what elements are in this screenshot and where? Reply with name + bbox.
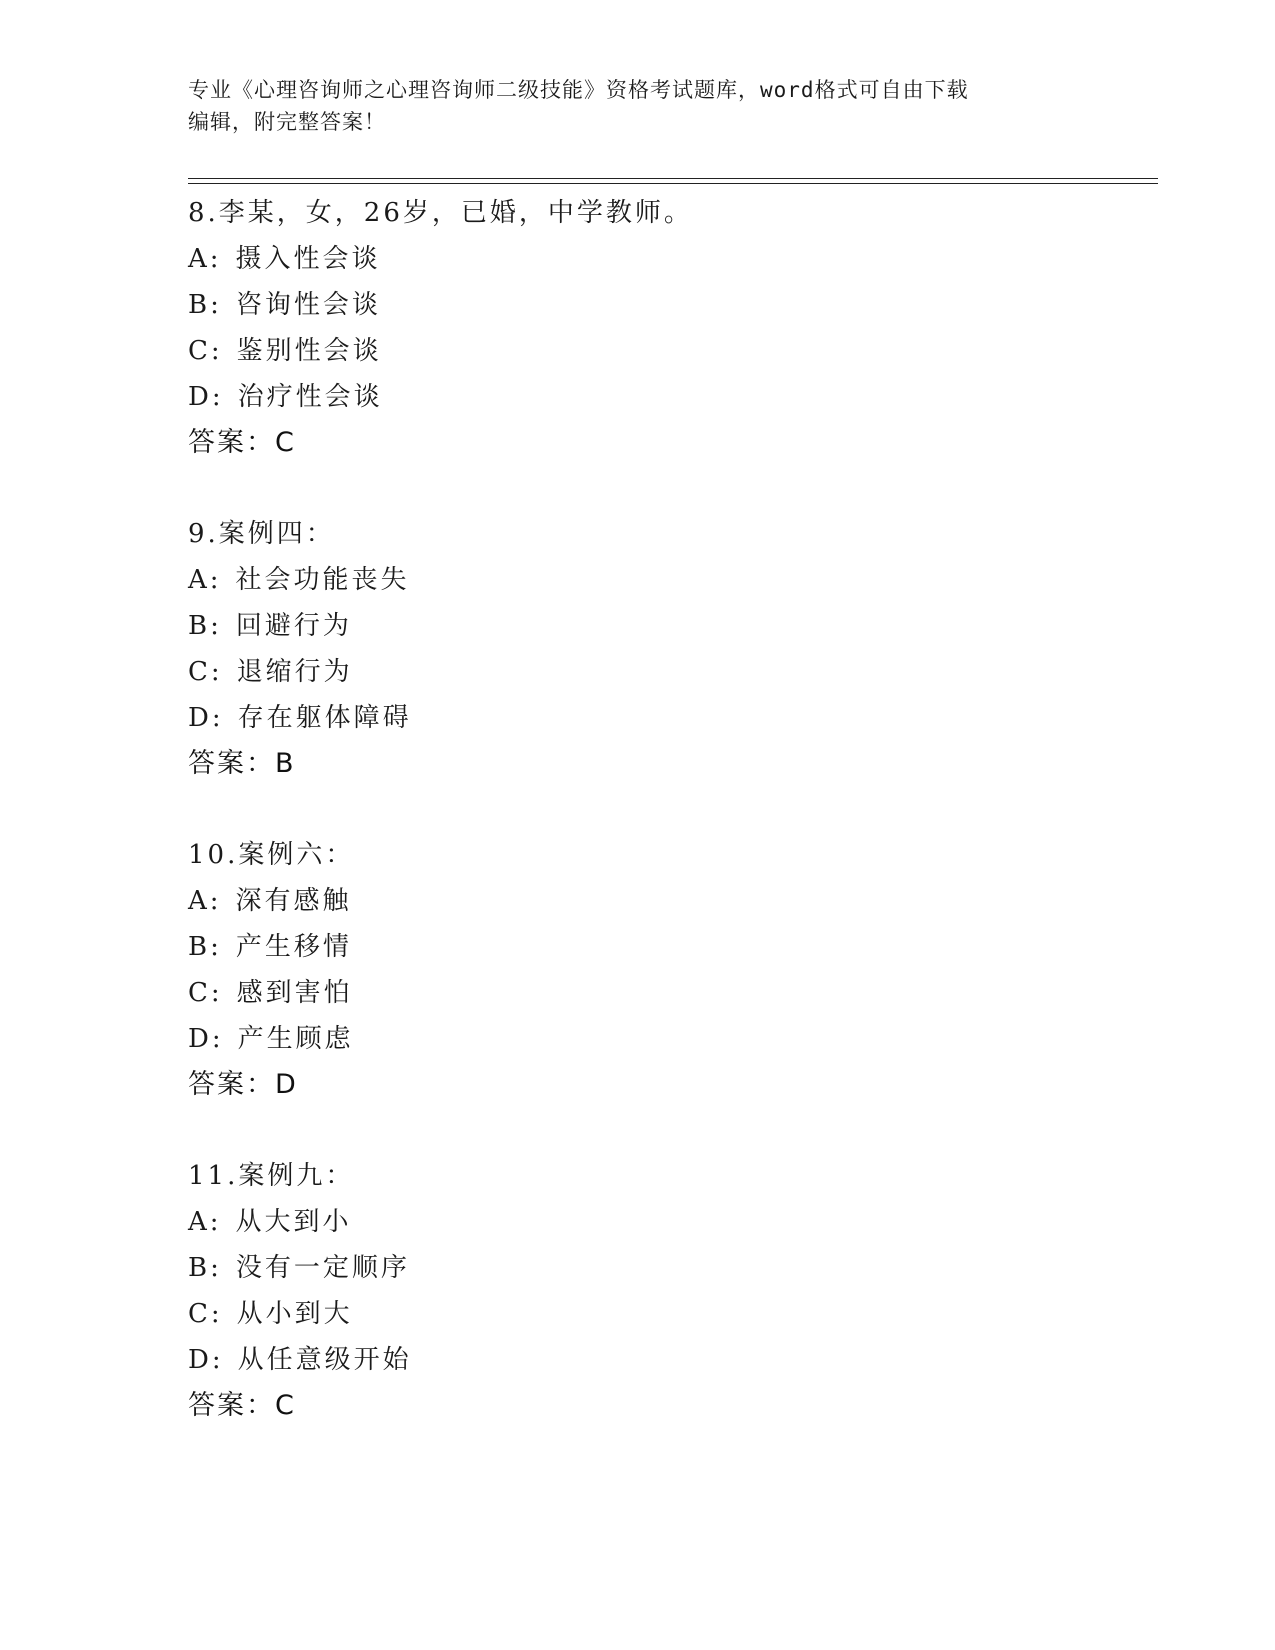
option-c	[188, 649, 1148, 695]
question-item	[188, 190, 1148, 466]
answer-line: 答案：D	[188, 1069, 298, 1100]
answer-line: 答案：C	[188, 427, 296, 458]
option-text: 社会功能丧失	[235, 565, 410, 595]
option-c	[188, 970, 1148, 1016]
question-list	[188, 190, 1148, 1429]
option-d	[188, 695, 1148, 741]
question-stem: 11.案例九：	[188, 1161, 355, 1191]
question-item	[188, 511, 1148, 787]
option-b	[188, 924, 1148, 970]
option-d	[188, 374, 1148, 420]
header-divider-bottom	[188, 183, 1158, 184]
document-header	[188, 74, 1088, 138]
option-text: 摄入性会谈	[235, 244, 381, 274]
option-a	[188, 1199, 1148, 1245]
option-label: C:	[188, 336, 223, 366]
option-label: B:	[188, 611, 222, 641]
option-label: C:	[188, 1299, 223, 1329]
option-b	[188, 603, 1148, 649]
option-label: B:	[188, 932, 222, 962]
option-b	[188, 1245, 1148, 1291]
question-stem: 10.案例六：	[188, 840, 355, 870]
option-a	[188, 236, 1148, 282]
question-item	[188, 832, 1148, 1108]
option-text: 从小到大	[236, 1299, 353, 1329]
option-text: 治疗性会谈	[237, 382, 383, 412]
option-a	[188, 557, 1148, 603]
header-line-2: 编辑，附完整答案！	[188, 110, 386, 134]
option-a	[188, 878, 1148, 924]
option-label: D:	[188, 703, 224, 733]
option-text: 没有一定顺序	[235, 1253, 410, 1283]
option-text: 从任意级开始	[237, 1345, 412, 1375]
option-text: 深有感触	[235, 886, 352, 916]
answer-line: 答案：C	[188, 1390, 296, 1421]
option-c	[188, 1291, 1148, 1337]
option-label: C:	[188, 657, 223, 687]
option-label: A:	[188, 244, 222, 274]
option-label: B:	[188, 1253, 222, 1283]
header-divider-top	[188, 178, 1158, 179]
option-text: 从大到小	[235, 1207, 352, 1237]
option-label: C:	[188, 978, 223, 1008]
option-label: D:	[188, 1345, 224, 1375]
option-d	[188, 1337, 1148, 1383]
option-text: 鉴别性会谈	[236, 336, 382, 366]
option-label: A:	[188, 886, 222, 916]
option-text: 产生顾虑	[237, 1024, 354, 1054]
question-item	[188, 1153, 1148, 1429]
option-b	[188, 282, 1148, 328]
header-line-1: 专业《心理咨询师之心理咨询师二级技能》资格考试题库，word格式可自由下载	[188, 78, 969, 102]
option-label: A:	[188, 1207, 222, 1237]
option-c	[188, 328, 1148, 374]
option-label: B:	[188, 290, 222, 320]
answer-line: 答案：B	[188, 748, 296, 779]
option-d	[188, 1016, 1148, 1062]
option-label: D:	[188, 382, 224, 412]
option-text: 回避行为	[235, 611, 352, 641]
question-stem: 9.案例四：	[188, 519, 335, 549]
option-label: A:	[188, 565, 222, 595]
question-stem: 8.李某，女，26岁，已婚，中学教师。	[188, 198, 693, 228]
option-text: 存在躯体障碍	[237, 703, 412, 733]
option-text: 产生移情	[235, 932, 352, 962]
option-text: 退缩行为	[236, 657, 353, 687]
option-text: 咨询性会谈	[235, 290, 381, 320]
option-label: D:	[188, 1024, 224, 1054]
option-text: 感到害怕	[236, 978, 353, 1008]
